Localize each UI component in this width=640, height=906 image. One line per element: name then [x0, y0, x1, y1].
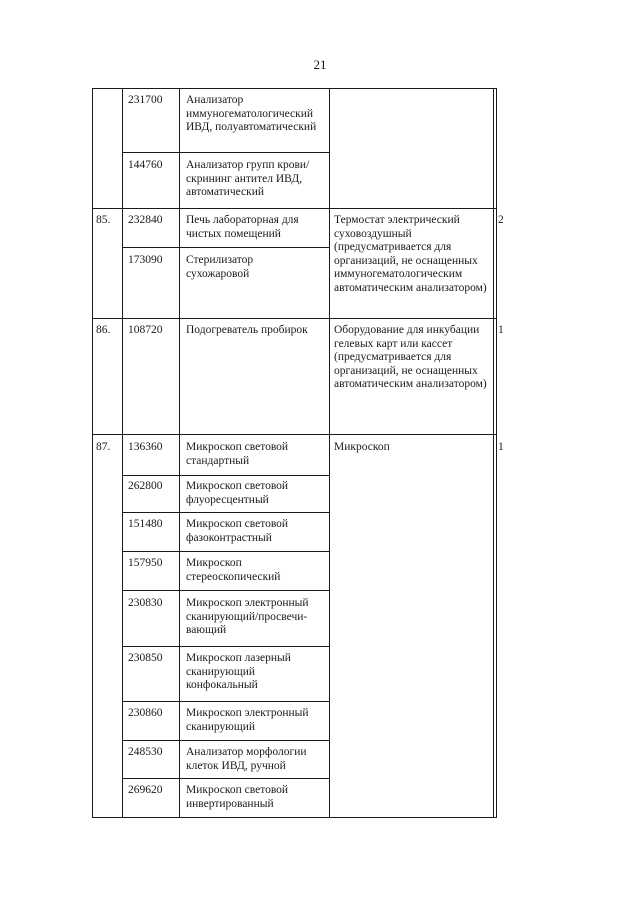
count-text: 2 [498, 214, 504, 226]
row-number: 86. [96, 324, 111, 336]
equipment-text: Микроскоп [334, 441, 390, 453]
table-rule [122, 512, 329, 513]
table-rule [122, 475, 329, 476]
row-code: 151480 [128, 518, 163, 530]
row-name: Микроскоп лазерный сканирующий конфокальный [186, 652, 291, 691]
table-rule [493, 88, 494, 818]
row-name: Печь лабораторная для чистых помещений [186, 214, 299, 240]
row-code: 269620 [128, 784, 163, 796]
table-rule [122, 551, 329, 552]
row-code: 230860 [128, 707, 163, 719]
row-code: 173090 [128, 254, 163, 266]
table-rule [122, 701, 329, 702]
row-name: Микроскоп электронный сканирующий [186, 707, 309, 733]
row-number: 85. [96, 214, 111, 226]
page-number: 21 [313, 57, 327, 72]
count-text: 1 [498, 324, 504, 336]
row-name: Подогреватель пробирок [186, 324, 308, 336]
row-name: Микроскоп световой флуоресцентный [186, 480, 289, 506]
table-rule [179, 88, 180, 818]
equipment-text: Оборудование для инкубации гелевых карт или кассет (предусматривается для организаций, не оснащенных автоматическим анализатором) [334, 324, 487, 390]
table-rule [92, 318, 496, 319]
row-code: 230850 [128, 652, 163, 664]
table-rule [122, 590, 329, 591]
row-number: 87. [96, 441, 111, 453]
table-rule [496, 88, 497, 818]
equipment-text: Термостат электрический суховоздушный (предусматривается для организаций, не оснащенных иммуногематологическим автоматическим анализатором) [334, 214, 487, 294]
table-rule [122, 247, 329, 248]
row-code: 248530 [128, 746, 163, 758]
row-name: Микроскоп световой стандартный [186, 441, 289, 467]
table-rule [122, 740, 329, 741]
row-name: Микроскоп световой фазоконтрастный [186, 518, 289, 544]
table-rule [92, 88, 496, 89]
row-code: 232840 [128, 214, 163, 226]
count-text: 1 [498, 441, 504, 453]
row-code: 136360 [128, 441, 163, 453]
row-code: 157950 [128, 557, 163, 569]
table-rule [92, 434, 496, 435]
table-rule [122, 778, 329, 779]
row-name: Микроскоп световой инвертированный [186, 784, 289, 810]
row-code: 144760 [128, 159, 163, 171]
table-rule [122, 152, 329, 153]
row-code: 108720 [128, 324, 163, 336]
row-name: Микроскоп электронный сканирующий/просвечи-вающий [186, 597, 309, 636]
row-code: 230830 [128, 597, 163, 609]
table-rule [92, 88, 93, 818]
table-rule [122, 646, 329, 647]
table-rule [122, 88, 123, 818]
row-name: Анализатор иммуногематологический ИВД, полуавтоматический [186, 94, 317, 133]
row-name: Анализатор групп крови/скрининг антител ИВД, автоматический [186, 159, 310, 198]
row-name: Анализатор морфологии клеток ИВД, ручной [186, 746, 307, 772]
row-name: Стерилизатор сухожаровой [186, 254, 254, 280]
row-code: 262800 [128, 480, 163, 492]
row-code: 231700 [128, 94, 163, 106]
table-rule [329, 88, 330, 818]
table-rule [92, 817, 496, 818]
table-rule [92, 208, 496, 209]
row-name: Микроскоп стереоскопический [186, 557, 281, 583]
